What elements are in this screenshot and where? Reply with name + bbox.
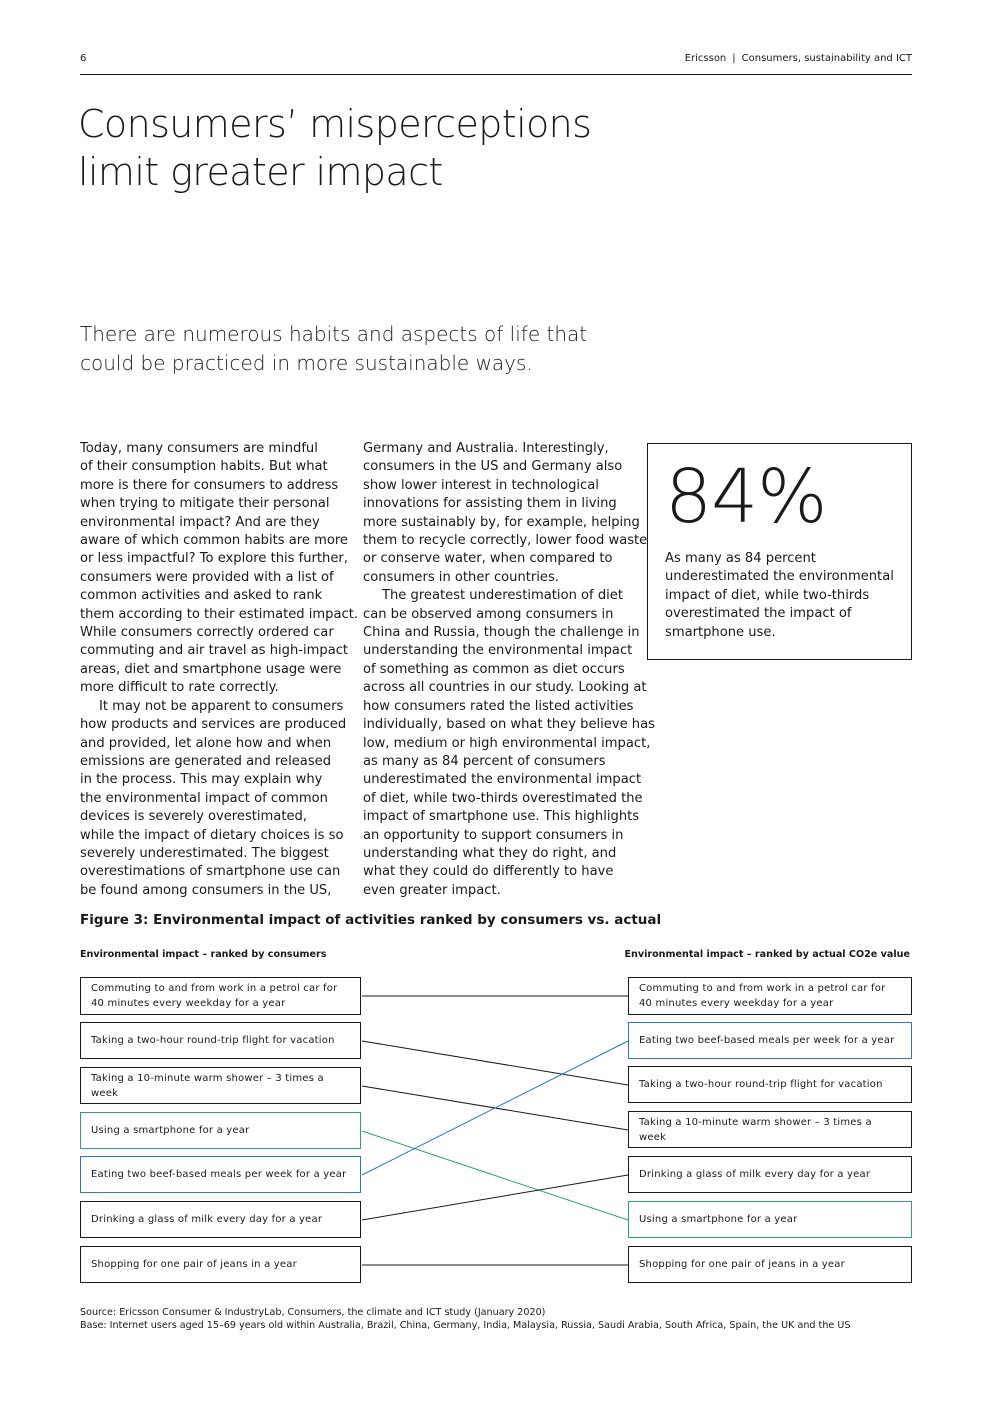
item-text: Drinking a glass of milk every day for a year (639, 1169, 871, 1180)
stat-line: smartphone use. (665, 624, 776, 640)
text-line: understanding what they do right, and (363, 845, 617, 861)
item-text: Eating two beef-based meals per week for a year (91, 1169, 347, 1180)
figure-source (80, 1306, 850, 1332)
item-text: Commuting to and from work in a petrol car for (91, 983, 338, 994)
right-item-flight (628, 1066, 912, 1103)
intro-line-2: could be practiced in more sustainable ways. (80, 351, 533, 375)
text-line: individually, based on what they believe has (363, 717, 655, 733)
text-line: Germany and Australia. Interestingly, (363, 441, 609, 456)
page-title (78, 100, 638, 196)
base-line: Base: Internet users aged 15–69 years old within Australia, Brazil, China, Germany, India, Malaysia, Russia, Saudi Arabia, South Africa, Spain, the UK and the US (80, 1320, 851, 1331)
item-text: Using a smartphone for a year (91, 1125, 250, 1136)
header-rule (80, 74, 912, 75)
item-text: Commuting to and from work in a petrol car for (639, 983, 886, 994)
text-line: the environmental impact of common (80, 790, 328, 806)
text-line: overestimations of smartphone use can (80, 864, 341, 880)
text-line: when trying to mitigate their personal (80, 496, 330, 512)
text-line: or conserve water, when compared to (363, 551, 613, 567)
stat-description (665, 550, 894, 642)
item-text: Shopping for one pair of jeans in a year (639, 1259, 845, 1270)
text-line: aware of which common habits are more (80, 533, 348, 549)
item-text: 40 minutes every weekday for a year (91, 998, 286, 1009)
text-line: Today, many consumers are mindful (80, 441, 318, 456)
running-head (685, 53, 912, 64)
left-item-milk (80, 1201, 361, 1238)
left-item-beef (80, 1156, 361, 1193)
body-column-1 (80, 440, 359, 900)
text-line: more sustainably by, for example, helping (363, 514, 640, 530)
stat-value: 84% (665, 454, 827, 540)
text-line: While consumers correctly ordered car (80, 625, 334, 641)
text-line: more difficult to rate correctly. (80, 680, 279, 696)
text-line: consumers in the US and Germany also (363, 459, 623, 475)
text-line: understanding the environmental impact (363, 643, 633, 659)
title-line-1: Consumers’ misperceptions (78, 102, 592, 146)
text-line: while the impact of dietary choices is so (80, 827, 344, 843)
stat-line: As many as 84 percent (665, 551, 816, 566)
separator: | (732, 53, 736, 64)
text-line: underestimated the environmental impact (363, 772, 642, 788)
stat-line: impact of diet, while two-thirds (665, 587, 870, 603)
right-item-shower (628, 1111, 912, 1148)
right-item-smartphone (628, 1201, 912, 1238)
text-line: show lower interest in technological (363, 477, 599, 493)
connector-flight (362, 1041, 628, 1085)
text-line: consumers were provided with a list of (80, 569, 334, 585)
connector-smartphone (362, 1131, 628, 1220)
text-line: consumers in other countries. (363, 569, 559, 585)
text-line: of something as common as diet occurs (363, 661, 625, 677)
text-line: even greater impact. (363, 882, 501, 898)
text-line: of their consumption habits. But what (80, 459, 328, 475)
item-text: Eating two beef-based meals per week for a year (639, 1035, 895, 1046)
text-line: in the process. This may explain why (80, 772, 323, 788)
stat-line: underestimated the environmental (665, 569, 894, 585)
right-column-header: Environmental impact – ranked by actual CO2e value (624, 949, 910, 960)
item-text: Drinking a glass of milk every day for a year (91, 1214, 323, 1225)
text-line: across all countries in our study. Looking at (363, 680, 647, 696)
text-line: how products and services are produced (80, 717, 347, 733)
source-line: Source: Ericsson Consumer & IndustryLab, Consumers, the climate and ICT study (January 2020) (80, 1307, 546, 1318)
text-line: what they could do differently to have (363, 864, 614, 880)
page-number: 6 (80, 53, 87, 64)
text-line: them according to their estimated impact. (80, 606, 359, 622)
text-line: commuting and air travel as high-impact (80, 643, 349, 659)
text-line: and provided, let alone how and when (80, 735, 332, 751)
text-line: low, medium or high environmental impact, (363, 735, 651, 751)
right-item-milk (628, 1156, 912, 1193)
connector-shower (362, 1086, 628, 1130)
text-line: of diet, while two-thirds overestimated the (363, 790, 643, 806)
item-text: Taking a two-hour round-trip flight for vacation (639, 1079, 883, 1090)
text-line: severely underestimated. The biggest (80, 845, 329, 861)
left-item-shower (80, 1067, 361, 1104)
right-item-jeans (628, 1246, 912, 1283)
text-line: how consumers rated the listed activities (363, 698, 634, 714)
text-line: environmental impact? And are they (80, 514, 320, 530)
connector-milk (362, 1175, 628, 1220)
text-line: an opportunity to support consumers in (363, 827, 624, 843)
text-line: areas, diet and smartphone usage were (80, 661, 342, 677)
left-item-flight (80, 1022, 361, 1059)
text-line: or less impactful? To explore this further, (80, 551, 348, 567)
text-line: common activities and asked to rank (80, 588, 323, 604)
intro-line-1: There are numerous habits and aspects of life that (80, 322, 588, 346)
item-text: 40 minutes every weekday for a year (639, 998, 834, 1009)
text-line: them to recycle correctly, lower food waste (363, 533, 648, 549)
item-text: Shopping for one pair of jeans in a year (91, 1259, 297, 1270)
text-line: be found among consumers in the US, (80, 882, 332, 898)
figure-title: Figure 3: Environmental impact of activities ranked by consumers vs. actual (80, 912, 662, 928)
text-line: innovations for assisting them in living (363, 496, 617, 512)
stat-callout (647, 443, 912, 660)
company-name: Ericsson (684, 53, 727, 64)
right-item-beef (628, 1022, 912, 1059)
text-line: emissions are generated and released (80, 753, 332, 769)
report-title: Consumers, sustainability and ICT (741, 53, 912, 64)
text-line: can be observed among consumers in (363, 606, 614, 622)
left-item-smartphone (80, 1112, 361, 1149)
text-line: as many as 84 percent of consumers (363, 753, 606, 769)
stat-line: overestimated the impact of (665, 606, 852, 622)
text-line: The greatest underestimation of diet (382, 588, 623, 604)
right-item-commuting (628, 977, 912, 1015)
connector-beef (362, 1041, 628, 1175)
text-line: It may not be apparent to consumers (99, 698, 344, 714)
item-text: Taking a 10-minute warm shower – 3 times a week (639, 1116, 872, 1143)
text-line: more is there for consumers to address (80, 477, 339, 493)
left-column-header: Environmental impact – ranked by consumers (80, 949, 327, 960)
text-line: impact of smartphone use. This highlights (363, 809, 640, 825)
title-line-2: limit greater impact (78, 150, 443, 194)
left-item-commuting (80, 977, 361, 1015)
body-column-2 (363, 440, 655, 900)
text-line: China and Russia, though the challenge in (363, 625, 640, 641)
item-text: Taking a two-hour round-trip flight for vacation (91, 1035, 335, 1046)
intro-text (80, 320, 600, 378)
text-line: devices is severely overestimated, (80, 809, 307, 825)
item-text: Taking a 10-minute warm shower – 3 times a week (91, 1072, 324, 1099)
left-item-jeans (80, 1246, 361, 1283)
item-text: Using a smartphone for a year (639, 1214, 798, 1225)
